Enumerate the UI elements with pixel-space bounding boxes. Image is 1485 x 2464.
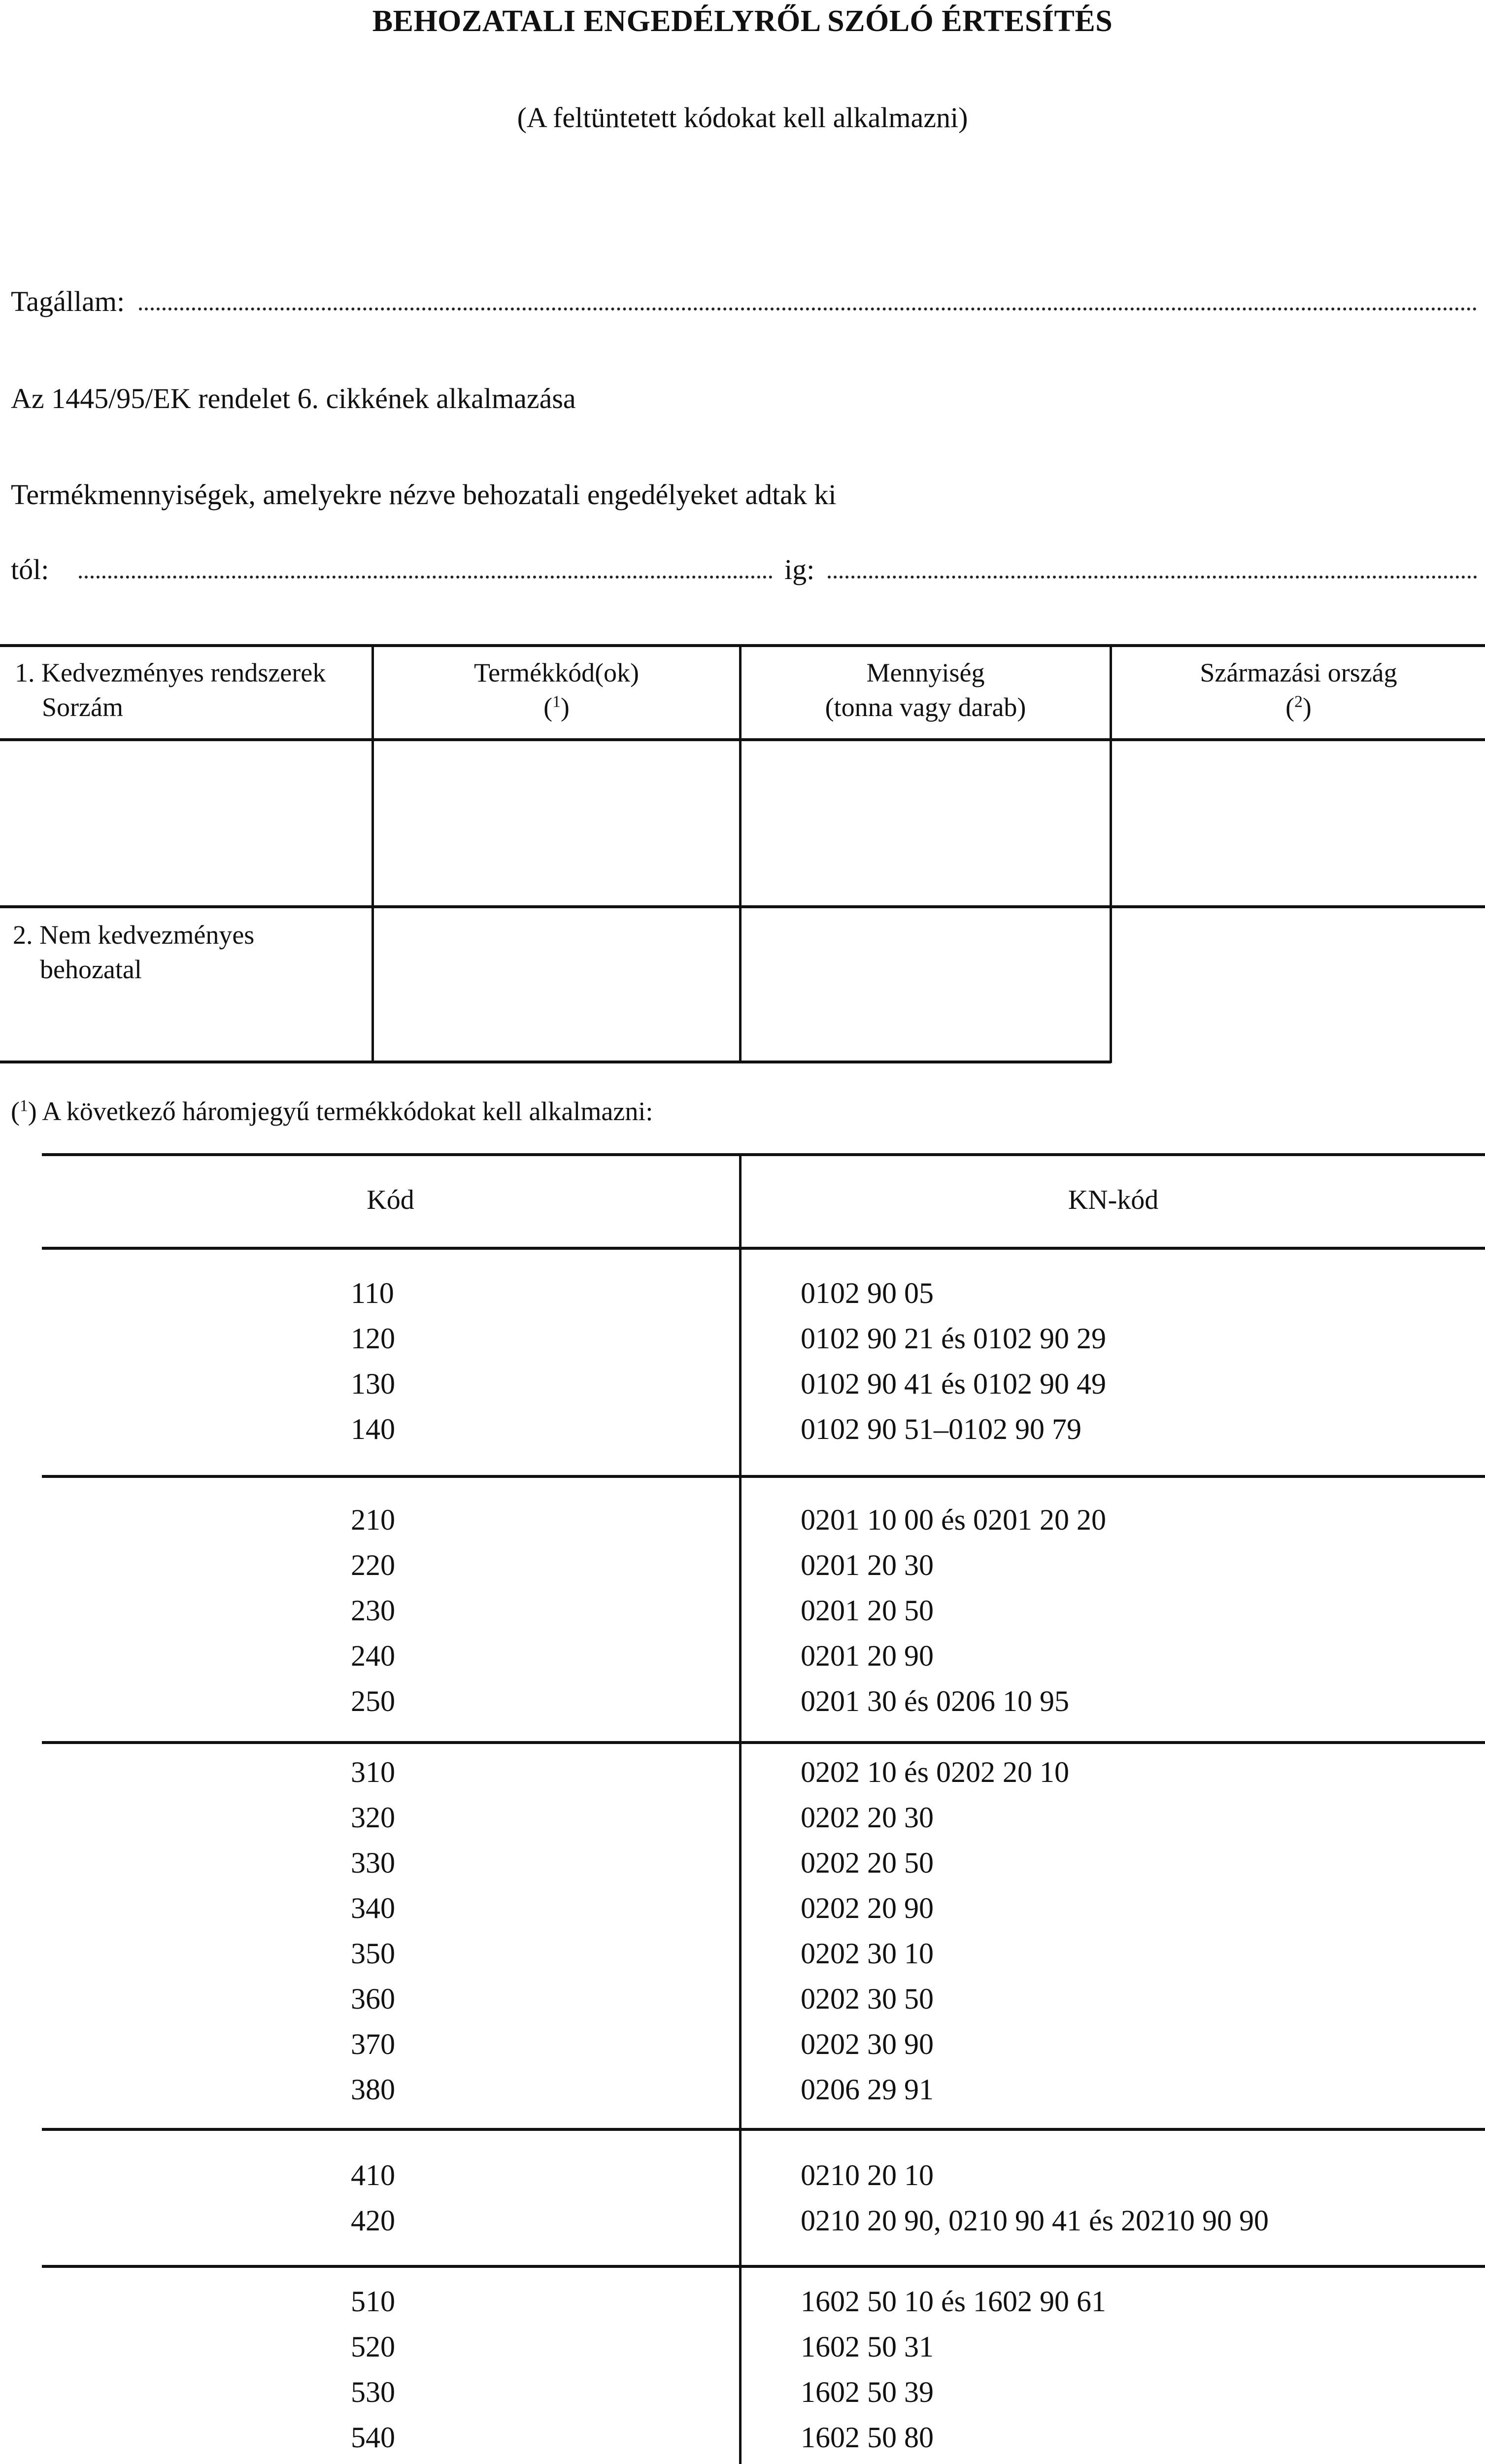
code-cell: 510 — [351, 2285, 395, 2318]
kn-group-4 — [801, 2153, 1269, 2243]
document-subtitle: (A feltüntetett kódokat kell alkalmazni) — [517, 102, 968, 134]
row1-quantity-cell[interactable] — [742, 741, 1110, 905]
kn-cell: 0202 10 és 0202 20 10 — [801, 1756, 1069, 1788]
group-separator — [42, 1475, 1485, 1478]
group-separator — [42, 1741, 1485, 1744]
row2-product-code-cell[interactable] — [374, 908, 739, 1061]
code-cell: 110 — [351, 1277, 394, 1309]
header-serial-number: Sorzám — [42, 692, 123, 722]
code-cell: 330 — [351, 1847, 395, 1879]
header-product-codes — [374, 655, 739, 724]
kn-cell: 0202 20 50 — [801, 1847, 934, 1879]
code-cell: 340 — [351, 1892, 395, 1924]
kn-cell: 0201 20 50 — [801, 1594, 934, 1627]
code-cell: 130 — [351, 1368, 395, 1400]
kn-cell: 0102 90 05 — [801, 1277, 934, 1309]
header-preferential-line1: 1. Kedvezményes rendszerek — [15, 658, 326, 687]
kn-cell: 0206 29 91 — [801, 2073, 934, 2106]
kn-cell: 0202 30 50 — [801, 1983, 934, 2015]
code-group-5 — [351, 2279, 395, 2464]
member-state-label: Tagállam: — [11, 285, 125, 317]
document-title: BEHOZATALI ENGEDÉLYRŐL SZÓLÓ ÉRTESÍTÉS — [372, 4, 1113, 38]
header-origin-country — [1112, 655, 1485, 724]
kn-group-1 — [801, 1270, 1106, 1452]
code-cell: 310 — [351, 1756, 395, 1788]
code-table-header-rule — [42, 1247, 1485, 1250]
kn-cell: 0202 20 30 — [801, 1801, 934, 1834]
code-cell: 120 — [351, 1322, 395, 1355]
header-quantity-line1: Mennyiség — [866, 658, 985, 687]
row2-label-line2: behozatal — [40, 955, 142, 984]
group-separator — [42, 2265, 1485, 2268]
quantities-line: Termékmennyiségek, amelyekre nézve behozatali engedélyeket adtak ki — [11, 479, 837, 511]
header-kn-code: KN-kód — [1068, 1185, 1159, 1215]
header-code: Kód — [367, 1185, 414, 1215]
code-cell: 360 — [351, 1983, 395, 2015]
kn-cell: 0201 10 00 és 0201 20 20 — [801, 1504, 1106, 1536]
code-cell: 380 — [351, 2073, 395, 2106]
header-product-codes-line1: Termékkód(ok) — [473, 658, 640, 687]
code-cell: 350 — [351, 1937, 395, 1970]
kn-group-5 — [801, 2279, 1106, 2464]
code-cell: 320 — [351, 1801, 395, 1834]
kn-cell: 0102 90 21 és 0102 90 29 — [801, 1322, 1106, 1355]
table-bottom-rule — [0, 1061, 1111, 1063]
row1-product-code-cell[interactable] — [374, 741, 739, 905]
code-cell: 240 — [351, 1640, 395, 1672]
kn-group-3 — [801, 1749, 1069, 2112]
code-group-4 — [351, 2153, 395, 2243]
kn-cell: 1602 50 10 és 1602 90 61 — [801, 2285, 1106, 2318]
footnote-1: ($^1$) A következő háromjegyű termékkódokat kell alkalmazni: — [11, 1096, 653, 1126]
row2-label-line1: 2. Nem kedvezményes — [13, 920, 255, 950]
kn-cell: 0202 30 90 — [801, 2028, 934, 2060]
code-group-1 — [351, 1270, 395, 1452]
code-cell: 230 — [351, 1594, 395, 1627]
row2-label — [13, 918, 368, 987]
header-quantity-unit: (tonna vagy darab) — [825, 692, 1026, 722]
row2-quantity-cell[interactable] — [742, 908, 1110, 1061]
row1-serial-cell[interactable] — [0, 741, 371, 905]
code-cell: 140 — [351, 1413, 395, 1445]
code-cell: 420 — [351, 2204, 395, 2237]
code-cell: 210 — [351, 1504, 395, 1536]
row1-origin-cell[interactable] — [1112, 741, 1485, 905]
code-cell: 530 — [351, 2376, 395, 2408]
code-cell: 250 — [351, 1685, 395, 1717]
regulation-line: Az 1445/95/EK rendelet 6. cikkének alkalmazása — [11, 382, 576, 414]
kn-cell: 0201 30 és 0206 10 95 — [801, 1685, 1069, 1717]
kn-cell: 0202 20 90 — [801, 1892, 934, 1924]
kn-cell: 0210 20 90, 0210 90 41 és 20210 90 90 — [801, 2204, 1269, 2237]
header-product-codes-note: ($^1$) — [543, 692, 570, 722]
kn-cell: 0201 20 90 — [801, 1640, 934, 1672]
header-quantity — [742, 655, 1110, 724]
header-origin-country-note: ($^2$) — [1285, 692, 1312, 722]
code-table-top-rule — [42, 1153, 1485, 1156]
kn-cell: 1602 50 39 — [801, 2376, 934, 2408]
code-cell: 540 — [351, 2421, 395, 2454]
kn-cell: 1602 50 31 — [801, 2330, 934, 2363]
code-group-3 — [351, 1749, 395, 2112]
code-cell: 220 — [351, 1549, 395, 1581]
kn-cell — [801, 2460, 1106, 2464]
kn-cell: 1602 50 80 — [801, 2421, 934, 2454]
header-origin-country-line1: Származási ország — [1200, 658, 1397, 687]
group-separator — [42, 2128, 1485, 2131]
code-cell: 410 — [351, 2159, 395, 2191]
kn-cell: 0202 30 10 — [801, 1937, 934, 1970]
code-cell: 370 — [351, 2028, 395, 2060]
from-field[interactable] — [79, 576, 773, 579]
to-label: ig: — [784, 553, 815, 585]
kn-cell: 0102 90 51–0102 90 79 — [801, 1413, 1081, 1445]
kn-cell: 0201 20 30 — [801, 1549, 934, 1581]
kn-group-2 — [801, 1497, 1106, 1724]
to-field[interactable] — [828, 576, 1477, 579]
header-preferential — [15, 655, 370, 724]
table-top-rule — [0, 644, 1485, 647]
code-group-2 — [351, 1497, 395, 1724]
from-label: tól: — [11, 553, 49, 585]
kn-cell: 0210 20 10 — [801, 2159, 934, 2191]
code-cell — [351, 2460, 395, 2464]
code-cell: 520 — [351, 2330, 395, 2363]
member-state-field[interactable] — [139, 308, 1477, 310]
kn-cell: 0102 90 41 és 0102 90 49 — [801, 1368, 1106, 1400]
